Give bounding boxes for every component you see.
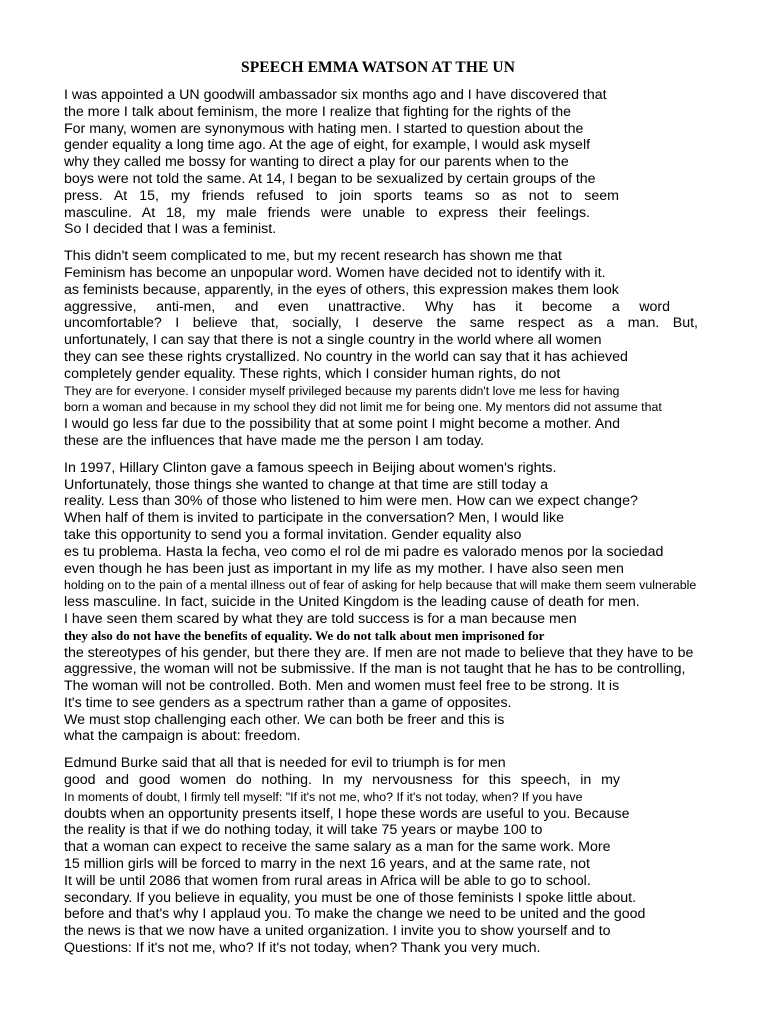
- text-line: So I decided that I was a feminist.: [64, 221, 277, 238]
- text-line: doubts when an opportunity presents itself, I hope these words are useful to you. Because: [64, 805, 630, 822]
- text-line: why they called me bossy for wanting to direct a play for our parents when to the: [64, 154, 569, 171]
- text-line: Questions: If it's not me, who? If it's not today, when? Thank you very much.: [64, 940, 541, 957]
- text-line: they also do not have the benefits of equality. We do not talk about men imprisoned for: [64, 627, 545, 643]
- text-line: they can see these rights crystallized. No country in the world can say that it has achieved: [64, 348, 628, 365]
- text-line: these are the influences that have made me the person I am today.: [64, 432, 485, 449]
- text-line: the news is that we now have a united organization. I invite you to show yourself and to: [64, 923, 611, 940]
- paragraph-gap: [64, 238, 736, 248]
- text-line: good and good women do nothing. In my nervousness for this speech, in my: [64, 772, 620, 789]
- text-line: unfortunately, I can say that there is not a single country in the world where all women: [64, 332, 602, 349]
- text-line: aggressive, the woman will not be submissive. If the man is not taught that he has to be controlling,: [64, 661, 686, 678]
- paragraph-4: [64, 755, 736, 957]
- text-line: the stereotypes of his gender, but there they are. If men are not made to believe that they have to be: [64, 644, 694, 661]
- paragraph-3: [64, 460, 736, 746]
- paragraph-2: [64, 248, 736, 450]
- text-line: For many, women are synonymous with hating men. I started to question about the: [64, 120, 584, 137]
- text-line: take this opportunity to send you a formal invitation. Gender equality also: [64, 526, 522, 543]
- text-line: It's time to see genders as a spectrum rather than a game of opposites.: [64, 694, 512, 711]
- paragraph-1: [64, 87, 736, 238]
- text-line: When half of them is invited to participate in the conversation? Men, I would like: [64, 510, 564, 527]
- text-line: uncomfortable? I believe that, socially, I deserve the same respect as a man. But,: [64, 315, 698, 332]
- text-line: This didn't seem complicated to me, but my recent research has shown me that: [64, 248, 562, 265]
- text-line: press. At 15, my friends refused to join sports teams so as not to seem: [64, 187, 619, 204]
- text-line: Feminism has become an unpopular word. Women have decided not to identify with it.: [64, 264, 606, 281]
- page-title: SPEECH EMMA WATSON AT THE UN: [241, 59, 515, 76]
- paragraph-gap: [64, 745, 736, 755]
- text-line: secondary. If you believe in equality, you must be one of those feminists I spoke little about.: [64, 889, 637, 906]
- text-line: the more I talk about feminism, the more I realize that fighting for the rights of the: [64, 103, 572, 120]
- text-line: Edmund Burke said that all that is needed for evil to triumph is for men: [64, 755, 506, 772]
- text-line: completely gender equality. These rights, which I consider human rights, do not: [64, 365, 561, 382]
- text-line: boys were not told the same. At 14, I began to be sexualized by certain groups of the: [64, 170, 596, 187]
- text-line: aggressive, anti-men, and even unattractive. Why has it become a word: [64, 298, 670, 315]
- text-line: They are for everyone. I consider myself privileged because my parents didn't love me less for having: [64, 383, 620, 398]
- text-line: We must stop challenging each other. We can both be freer and this is: [64, 711, 505, 728]
- text-line: before and that's why I applaud you. To make the change we need to be united and the good: [64, 906, 646, 923]
- text-line: 15 million girls will be forced to marry in the next 16 years, and at the same rate, not: [64, 856, 590, 873]
- text-line: that a woman can expect to receive the same salary as a man for the same work. More: [64, 839, 611, 856]
- text-line: born a woman and because in my school they did not limit me for being one. My mentors did not assume that: [64, 400, 662, 415]
- paragraph-gap: [64, 450, 736, 460]
- text-line: what the campaign is about: freedom.: [64, 728, 301, 745]
- text-line: It will be until 2086 that women from rural areas in Africa will be able to go to school.: [64, 872, 591, 889]
- text-line: I was appointed a UN goodwill ambassador six months ago and I have discovered that: [64, 87, 607, 103]
- text-line: In 1997, Hillary Clinton gave a famous speech in Beijing about women's rights.: [64, 459, 557, 476]
- text-line: In moments of doubt, I firmly tell myself: "If it's not me, who? If it's not today, when? If you have: [64, 789, 583, 804]
- text-line: as feminists because, apparently, in the eyes of others, this expression makes them look: [64, 281, 619, 298]
- text-line: The woman will not be controlled. Both. Men and women must feel free to be strong. It is: [64, 678, 620, 695]
- text-line: es tu problema. Hasta la fecha, veo como el rol de mi padre es valorado menos por la sociedad: [64, 543, 664, 560]
- text-line: reality. Less than 30% of those who listened to him were men. How can we expect change?: [64, 493, 638, 510]
- speech-body: [64, 87, 736, 957]
- text-line: even though he has been just as important in my life as my mother. I have also seen men: [64, 560, 624, 577]
- text-line: gender equality a long time ago. At the age of eight, for example, I would ask myself: [64, 137, 591, 154]
- text-line: I have seen them scared by what they are told success is for a man because men: [64, 610, 577, 627]
- text-line: masculine. At 18, my male friends were unable to express their feelings.: [64, 204, 590, 221]
- text-line: the reality is that if we do nothing today, it will take 75 years or maybe 100 to: [64, 822, 543, 839]
- text-line: less masculine. In fact, suicide in the United Kingdom is the leading cause of death for men.: [64, 594, 640, 611]
- text-line: Unfortunately, those things she wanted to change at that time are still today a: [64, 476, 548, 493]
- text-line: I would go less far due to the possibility that at some point I might become a mother. And: [64, 416, 620, 433]
- text-line: holding on to the pain of a mental illness out of fear of asking for help because that will make them seem vulnerable: [64, 578, 697, 593]
